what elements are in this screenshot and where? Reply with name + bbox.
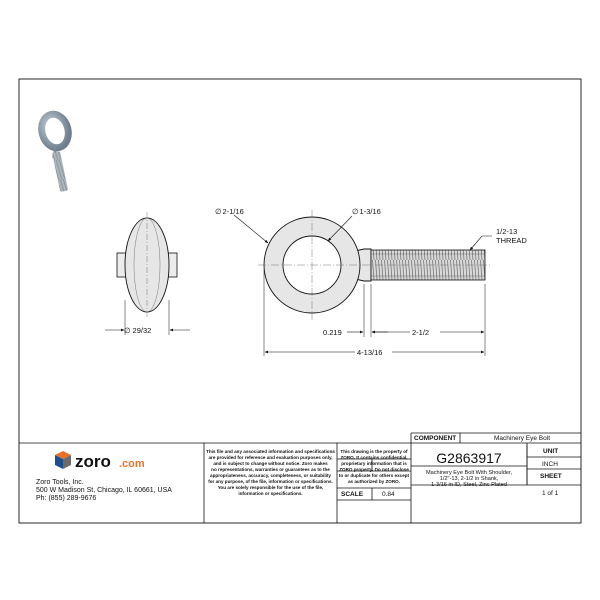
company-name: Zoro Tools, Inc. [36,479,84,486]
company-address: 500 W Madison St, Chicago, IL 60661, USA [36,487,172,494]
svg-text:ZORO property. Do not disclose: ZORO property. Do not disclose [339,467,409,472]
component-label: COMPONENT [414,435,457,442]
thread-label: THREAD [496,236,527,245]
svg-text:as authorized by ZORO.: as authorized by ZORO. [347,479,401,484]
svg-text:1/2"-13, 2-1/2 in Shank,: 1/2"-13, 2-1/2 in Shank, [439,476,499,482]
svg-text:and is subject to change witho: and is subject to change without notice. Zoro makes [213,461,328,466]
svg-text:Machinery Eye Bolt With Should: Machinery Eye Bolt With Shoulder, [425,470,513,476]
svg-text:You are solely responsible for: You are solely responsible for the use of the file, [217,485,324,490]
svg-text:are provided for reference and: are provided for reference and evaluation purposes only, [208,455,333,460]
svg-text:to or duplicate for others exc: to or duplicate for others except [338,473,410,478]
svg-text:no representations, warranties: no representations, warranties or guarantees as to the [211,467,330,472]
property-notice [339,449,410,484]
svg-text:for any purpose, of the file,: for any purpose, of the file, information or specifications. [208,479,333,484]
sheet-value: 1 of 1 [542,490,559,497]
shank-length-label: 2-1/2 [412,328,430,337]
company-phone: Ph: (855) 289-9676 [36,495,97,502]
disclaimer-text [206,449,335,496]
svg-text:This drawing is the property o: This drawing is the property of [340,449,408,454]
svg-text:information or specifications.: information or specifications. [238,491,303,496]
unit-value: INCH [542,461,558,468]
part-number: G2863917 [436,450,502,466]
shoulder-length-label: 0.219 [323,328,342,337]
thread-size-label: 1/2-13 [496,227,518,236]
svg-text:1-3/16 in ID, Steel, Zinc Plat: 1-3/16 in ID, Steel, Zinc Plated [431,482,507,488]
svg-text:.com: .com [119,458,145,470]
sheet-label: SHEET [540,473,562,480]
svg-text:zoro: zoro [75,452,111,471]
component-value: Machinery Eye Bolt [494,435,550,442]
scale-value: 0.84 [382,491,395,498]
inner-diameter-label: ∅1-3/16 [352,207,381,216]
scale-label: SCALE [341,491,364,498]
svg-text:This file and any associated i: This file and any associated information and specifications [206,449,335,454]
svg-text:proprietary information that i: proprietary information that is [341,461,407,466]
unit-label: UNIT [543,448,559,455]
overall-length-label: 4-13/16 [357,348,383,357]
side-thickness-diameter-label: ∅ 29/32 [124,326,152,335]
outer-diameter-label: ∅2-1/16 [215,207,244,216]
svg-text:appropriateness, accuracy, com: appropriateness, accuracy, completeness, or suitability [210,473,331,478]
svg-text:ZORO. It contains confidential: ZORO. It contains confidential, [340,455,408,460]
